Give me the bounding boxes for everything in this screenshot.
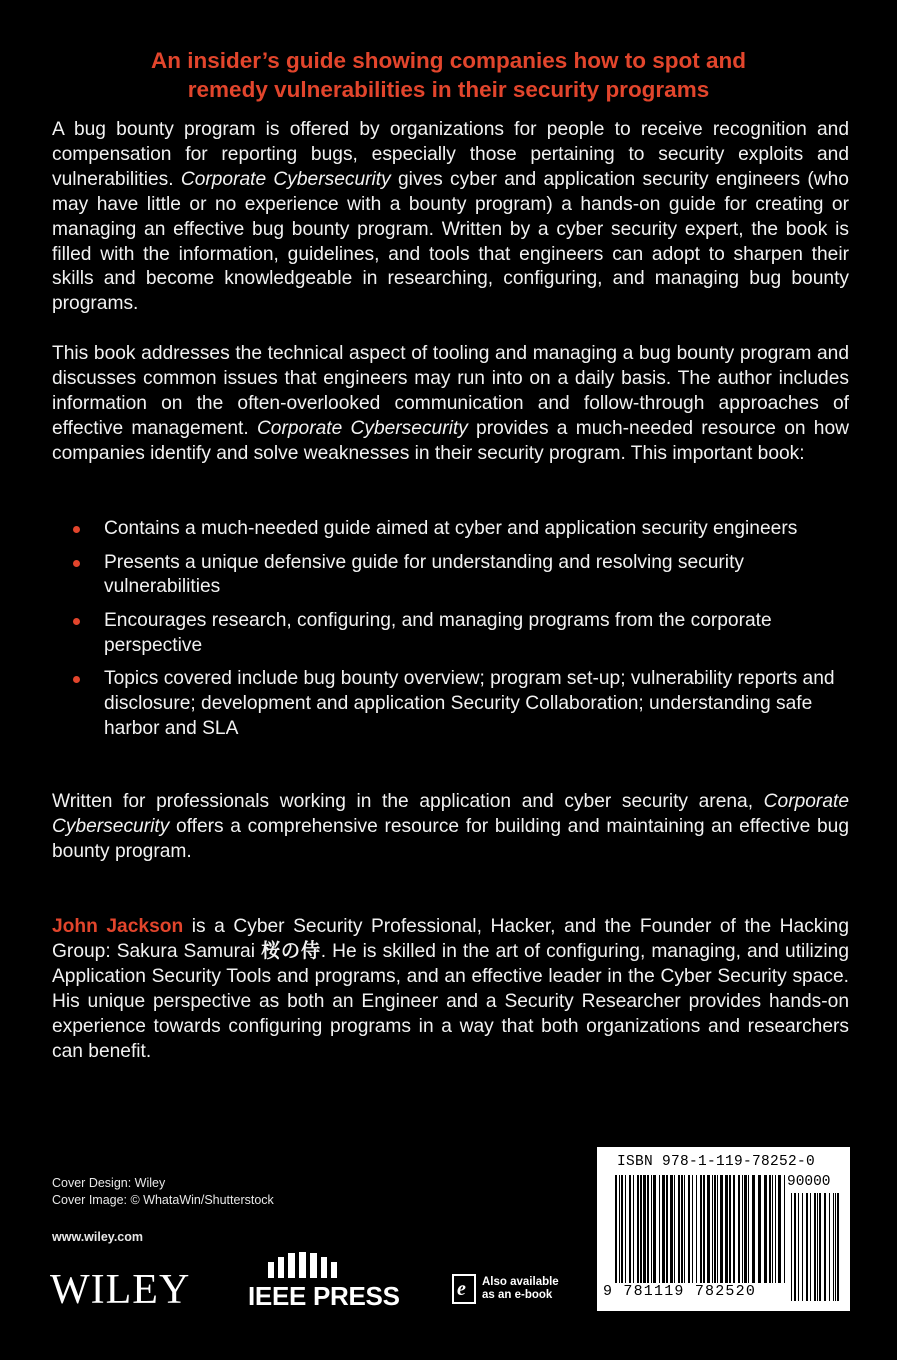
cover-credits: [52, 1175, 274, 1209]
bullet-dot-icon: [73, 618, 80, 625]
ieee-press-logo: [248, 1252, 408, 1312]
headline-line-2: remedy vulnerabilities in their security programs: [187, 77, 710, 102]
cover-design-credit: Cover Design: Wiley: [52, 1176, 166, 1190]
wiley-logo: WILEY: [50, 1267, 191, 1313]
author-bio-rest: . He is skilled in the art of configuring, managing, and utilizing Application Security Tools and programs, and an effective leader in the Cyber Security space. His unique perspective as both an Engineer and a Security Researcher provides hands-on experience towards configuring programs in a way that both organizations and researchers can benefit.: [52, 940, 850, 1062]
p2-text-a: This book addresses the technical aspect of tooling and managing a bug bounty program and discusses common issues that engineers may run into on a daily basis. The author includes information on the often-overlooked communication and follow-through approaches of effective management.: [52, 343, 849, 439]
cover-image-credit: Cover Image: © WhataWin/Shutterstock: [52, 1193, 274, 1207]
headline: [60, 46, 837, 104]
ean-digits: 9 781119 782520: [603, 1283, 757, 1300]
p1-book-title: Corporate Cybersecurity: [180, 168, 391, 190]
ebook-line-2: as an e-book: [482, 1289, 553, 1301]
isbn-barcode: [597, 1147, 850, 1311]
ebook-icon-letter: e: [457, 1278, 466, 1300]
isbn-number: ISBN 978-1-119-78252-0: [617, 1154, 816, 1170]
list-item-text: Topics covered include bug bounty overview; program set-up; vulnerability reports and disclosure; development and application Security Collaboration; understanding safe harbor and SLA: [104, 668, 835, 740]
p1-text-b: gives cyber and application security engineers (who may have little or no experience with a bounty program) a hands-on guide for creating or managing an effective bug bounty program. Written by a cyber security expert, the book is filled with the information, guidelines, and tools that engineers can adopt to sharpen their skills and become knowledgeable in researching, configuring, and managing bug bounty programs.: [52, 168, 849, 315]
p3-text-b: offers a comprehensive resource for building and maintaining an effective bug bounty program.: [52, 815, 849, 862]
group-kanji: 桜の侍: [261, 940, 321, 962]
description-paragraph-3: [52, 790, 849, 865]
bullet-dot-icon: [73, 560, 80, 567]
list-item-text: Presents a unique defensive guide for understanding and resolving security vulnerabilities: [104, 551, 744, 598]
p3-text-a: Written for professionals working in the application and cyber security arena,: [52, 791, 764, 812]
list-item: [52, 551, 849, 601]
p2-text-b: provides a much-needed resource on how companies identify and solve weaknesses in their security program. This important book:: [52, 417, 849, 464]
description-paragraph-2: [52, 342, 849, 467]
bullet-dot-icon: [73, 526, 80, 533]
feature-list: [52, 517, 849, 751]
publisher-url[interactable]: www.wiley.com: [52, 1230, 143, 1244]
ebook-line-1: Also available: [482, 1276, 559, 1288]
description-paragraph-1: [52, 118, 849, 317]
author-bio: [52, 915, 849, 1064]
list-item: [52, 667, 849, 742]
author-name: John Jackson: [52, 916, 184, 937]
list-item-text: Encourages research, configuring, and managing programs from the corporate perspective: [104, 609, 772, 656]
list-item: [52, 517, 849, 542]
p2-book-title: Corporate Cybersecurity: [256, 417, 468, 439]
p1-text-a: A bug bounty program is offered by organizations for people to receive recognition and compensation for reporting bugs, especially those pertaining to security exploits and vulnerabilities.: [52, 119, 849, 190]
headline-line-1: An insider’s guide showing companies how to spot and: [150, 48, 747, 73]
ebook-text: [482, 1276, 562, 1302]
list-item-text: Contains a much-needed guide aimed at cyber and application security engineers: [104, 518, 798, 539]
list-item: [52, 609, 849, 659]
ieee-fan-icon: [248, 1252, 358, 1278]
author-bio-text: is a Cyber Security Professional, Hacker, and the Founder of the Hacking Group: Sakura Samurai: [52, 916, 849, 962]
ieee-press-text: IEEE PRESS: [248, 1281, 400, 1311]
ebook-icon: [452, 1274, 476, 1304]
p3-book-title: Corporate Cybersecurity: [52, 791, 849, 837]
price-code: 90000: [787, 1174, 831, 1190]
bullet-dot-icon: [73, 676, 80, 683]
